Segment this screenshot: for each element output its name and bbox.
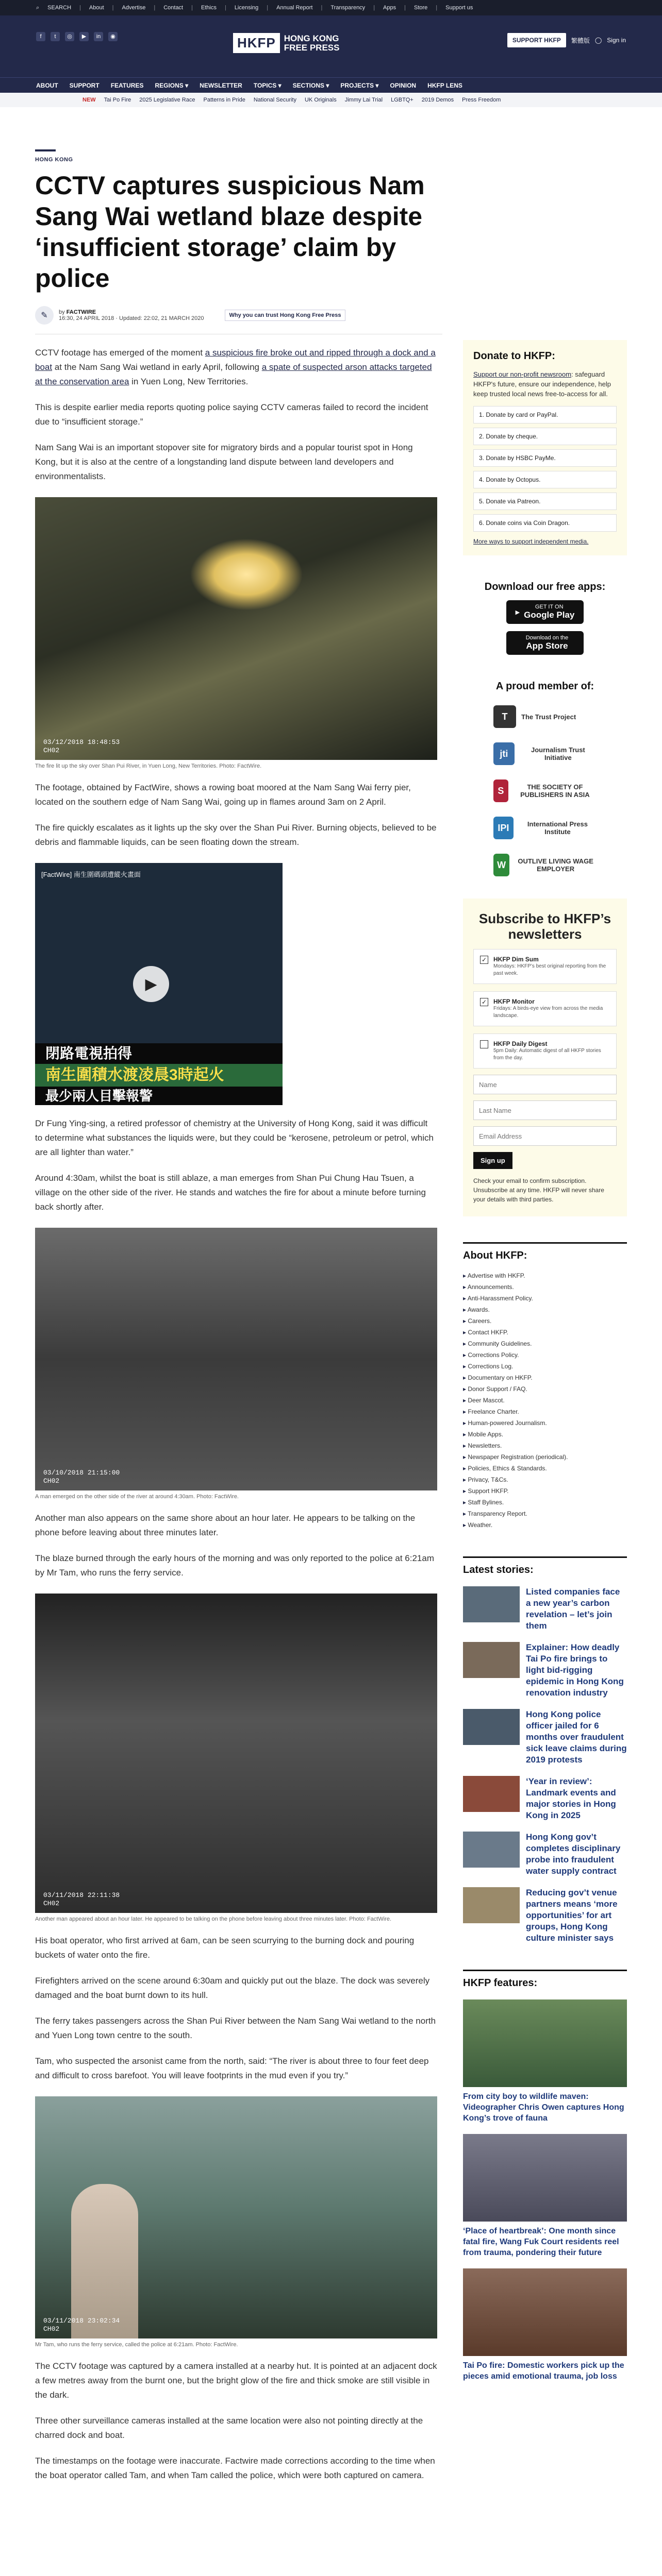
app-store-button[interactable]: Download on the App Store [506, 631, 584, 655]
support-button[interactable]: SUPPORT HKFP [507, 33, 566, 47]
logo-mark: HKFP [233, 33, 280, 53]
nav-item-newsletter[interactable]: NEWSLETTER [200, 81, 242, 89]
member-title: A proud member of: [495, 681, 594, 692]
top-link-licensing[interactable]: Licensing [234, 5, 259, 11]
paragraph: The blaze burned through the early hours of the morning and was only reported to the police at 6:21am by Mr Tam, who runs the ferry service. [35, 1553, 434, 1578]
video-caption-line: 閉路電視拍得 [35, 1043, 283, 1064]
trust-button[interactable]: Why you can trust Hong Kong Free Press [225, 310, 346, 321]
trending-item[interactable]: National Security [253, 97, 296, 103]
author-link[interactable]: FACTWIRE [66, 309, 96, 315]
member-section [463, 681, 627, 878]
trending-item[interactable]: UK Originals [304, 97, 337, 103]
about-link[interactable]: ▸ Donor Support / FAQ. [463, 1383, 627, 1395]
facebook-icon[interactable]: f [36, 32, 45, 41]
top-link-contact[interactable]: Contact [163, 5, 184, 11]
donate-option[interactable]: 6. Donate coins via Coin Dragon. [473, 514, 617, 532]
email-field[interactable] [473, 1126, 617, 1146]
donate-option[interactable]: 2. Donate by cheque. [473, 428, 617, 445]
new-badge: NEW [82, 97, 96, 103]
more-ways-link[interactable]: More ways to support independent media. [473, 538, 589, 545]
about-link[interactable]: ▸ Privacy, T&Cs. [463, 1474, 627, 1485]
about-link[interactable]: ▸ Corrections Log. [463, 1361, 627, 1372]
paragraph: Around 4:30am, whilst the boat is still ablaze, a man emerges from Shan Pui Chung Hau Tsuen, a village on the other side of the river. He stands and watches the fire for about a minute before turning back shortly after. [35, 1173, 426, 1212]
cctv-timestamp: 03/11/2018 23:02:34 CH02 [43, 2317, 120, 2333]
about-link[interactable]: ▸ Newspaper Registration (periodical). [463, 1451, 627, 1463]
image-caption: The fire lit up the sky over Shan Pui River, in Yuen Long, New Territories. Photo: FactWire. [35, 763, 262, 769]
features-section [463, 1970, 627, 2382]
cctv-image-man [35, 1228, 437, 1490]
top-link-support[interactable]: Support us [445, 5, 473, 11]
photo-mr-tam [35, 2096, 437, 2338]
apps-title: Download our free apps: [484, 581, 606, 592]
about-link[interactable]: ▸ Mobile Apps. [463, 1429, 627, 1440]
nav-item-about[interactable]: ABOUT [36, 81, 58, 89]
sopa-icon: S [493, 779, 508, 802]
feature-image [463, 1999, 627, 2087]
latest-story[interactable]: Reducing gov’t venue partners means ‘more opportunities’ for art groups, Hong Kong culture minister says [463, 1887, 627, 1944]
trending-item[interactable]: Jimmy Lai Trial [344, 97, 383, 103]
about-link[interactable]: ▸ Community Guidelines. [463, 1338, 627, 1349]
instagram-icon[interactable]: ◎ [65, 32, 74, 41]
checkbox[interactable]: ✓ [480, 956, 488, 964]
paragraph: The footage, obtained by FactWire, shows a rowing boat moored at the Nam Sang Wai ferry pier, located on the southern edge of Nam Sang Wai, going up in flames around 3am on 2 April. [35, 783, 411, 807]
story-thumbnail [463, 1887, 520, 1923]
newsletter-note: Check your email to confirm subscription. Unsubscribe at any time. HKFP will never share your details with third parties. [473, 1177, 604, 1203]
play-icon[interactable]: ▶ [133, 966, 169, 1002]
social-icons [36, 32, 118, 41]
image-caption: Mr Tam, who runs the ferry service, called the police at 6:21am. Photo: FactWire. [35, 2342, 238, 2348]
person-figure [71, 2184, 138, 2338]
first-name-field[interactable] [473, 1075, 617, 1094]
newsletter-option[interactable]: ✓ HKFP Monitor Fridays: A birds-eye view from across the media landscape. [473, 991, 617, 1026]
feature-story[interactable]: Tai Po fire: Domestic workers pick up the pieces amid emotional trauma, job loss [463, 2268, 627, 2382]
latest-story[interactable]: Listed companies face a new year’s carbon revelation – let’s join them [463, 1586, 627, 1632]
donate-option[interactable]: 5. Donate via Patreon. [473, 493, 617, 510]
trending-item[interactable]: 2019 Demos [421, 97, 454, 103]
rss-icon[interactable]: ◉ [108, 32, 118, 41]
paragraph: Three other surveillance cameras installed at the same location were also not pointing directly at the charred dock and boat. [35, 2416, 423, 2440]
fire-glow [190, 538, 303, 611]
google-play-icon: ▶ [515, 609, 520, 616]
trending-bar [0, 93, 662, 107]
paragraph: CCTV footage has emerged of the moment a suspicious fire broke out and ripped through a dock and a boat at the Nam Sang Wai wetland in early April, following a spate of suspected arson attacks targeted at the conservation area in Yuen Long, New Territories. [35, 348, 436, 386]
google-play-button[interactable]: ▶ GET IT ON Google Play [506, 600, 584, 624]
newsletter-panel [463, 899, 627, 1216]
top-link-search[interactable]: SEARCH [47, 5, 72, 11]
nav-item-sections[interactable]: SECTIONS ▾ [292, 81, 329, 89]
latest-story[interactable]: Hong Kong police officer jailed for 6 months over fraudulent sick leave claims during 2019 protests [463, 1709, 627, 1766]
partner-logo[interactable]: T The Trust Project [493, 704, 597, 730]
about-link[interactable]: ▸ Policies, Ethics & Standards. [463, 1463, 627, 1474]
main-nav [0, 77, 662, 93]
about-link[interactable]: ▸ Weather. [463, 1519, 627, 1531]
about-section [463, 1242, 627, 1531]
paragraph: Dr Fung Ying-sing, a retired professor of chemistry at the University of Hong Kong, said it was difficult to determine what substances the liquids were, but they could be “kerosene, petroleum or petrol, which are all lighter than water.” [35, 1118, 434, 1157]
about-link[interactable]: ▸ Deer Mascot. [463, 1395, 627, 1406]
article-dates: 16:30, 24 APRIL 2018 · Updated: 22:02, 21 MARCH 2020 [59, 315, 204, 321]
author-avatar: ✎ [35, 306, 54, 325]
inline-link[interactable]: a suspicious fire broke out and ripped through a dock and a boat [35, 348, 436, 372]
cctv-image-second-man [35, 1594, 437, 1913]
story-thumbnail [463, 1709, 520, 1745]
site-logo[interactable] [233, 33, 339, 53]
about-link[interactable]: ▸ Staff Bylines. [463, 1497, 627, 1508]
top-link-annual-report[interactable]: Annual Report [276, 5, 313, 11]
checkbox[interactable] [480, 1040, 488, 1048]
about-link[interactable]: ▸ Transparency Report. [463, 1508, 627, 1519]
nav-item-projects[interactable]: PROJECTS ▾ [340, 81, 379, 89]
paragraph: Another man also appears on the same shore about an hour later. He appears to be talking on the phone before leaving about three minutes later. [35, 1513, 416, 1537]
section-label[interactable]: HONG KONG [35, 157, 73, 163]
about-link[interactable]: ▸ Careers. [463, 1315, 627, 1327]
trending-item[interactable]: Patterns in Pride [203, 97, 245, 103]
masthead [0, 15, 662, 77]
donate-title: Donate to HKFP: [473, 350, 555, 362]
about-title: About HKFP: [463, 1250, 527, 1261]
video-caption-line: 最少兩人目擊報警 [35, 1087, 283, 1105]
byline-text: by FACTWIRE 16:30, 24 APRIL 2018 · Updated: 22:02, 21 MARCH 2020 [59, 309, 204, 321]
trending-item[interactable]: Press Freedom [462, 97, 501, 103]
about-link[interactable]: ▸ Documentary on HKFP. [463, 1372, 627, 1383]
about-links [463, 1270, 627, 1531]
about-link[interactable]: ▸ Advertise with HKFP. [463, 1270, 627, 1281]
apps-section [463, 581, 627, 655]
about-link[interactable]: ▸ Awards. [463, 1304, 627, 1315]
donate-option[interactable]: 3. Donate by HSBC PayMe. [473, 449, 617, 467]
donate-option[interactable]: 1. Donate by card or PayPal. [473, 406, 617, 423]
donate-link[interactable]: Support our non-profit newsroom [473, 370, 572, 378]
nav-item-regions[interactable]: REGIONS ▾ [155, 81, 189, 89]
cctv-timestamp: 03/11/2018 22:11:38 CH02 [43, 1891, 120, 1907]
latest-section [463, 1556, 627, 1944]
top-utility-bar: ⌕ SEARCH | About | Advertise | Contact | Ethics | Licensing | Annual Report | Transparency | Apps | Store | Support us [0, 0, 662, 15]
partner-logo[interactable]: W OUTLIVE LIVING WAGE EMPLOYER [493, 852, 597, 878]
donate-panel [463, 340, 627, 555]
section-rule [35, 149, 56, 151]
image-caption: Another man appeared about an hour later. He appeared to be talking on the phone before leaving about three minutes later. Photo: FactWire. [35, 1916, 392, 1922]
masthead-actions [507, 33, 626, 47]
ipi-icon: IPI [493, 817, 514, 839]
about-link[interactable]: ▸ Freelance Charter. [463, 1406, 627, 1417]
cctv-image-fire [35, 497, 437, 760]
trust-project-icon: T [493, 705, 516, 728]
trending-item[interactable]: Tai Po Fire [104, 97, 131, 103]
about-link[interactable]: ▸ Announcements. [463, 1281, 627, 1293]
nav-item-lens[interactable]: HKFP LENS [427, 81, 462, 89]
paragraph: The timestamps on the footage were inaccurate. Factwire made corrections according to the time when the boat operator called Tam, and when Tam called the police, which were both captured on camera. [35, 2456, 435, 2480]
top-link-advertise[interactable]: Advertise [122, 5, 146, 11]
latest-story[interactable]: Explainer: How deadly Tai Po fire brings to light bid-rigging epidemic in Hong Kong renovation industry [463, 1642, 627, 1699]
latest-story[interactable]: Hong Kong gov’t completes disciplinary probe into fraudulent water supply contract [463, 1832, 627, 1877]
user-icon[interactable]: ◯ [594, 37, 602, 44]
twitter-icon[interactable]: t [51, 32, 60, 41]
checkbox[interactable]: ✓ [480, 998, 488, 1006]
inline-link[interactable]: a spate of suspected arson attacks targeted at the conservation area [35, 362, 432, 386]
image-caption: A man emerged on the other side of the river at around 4:30am. Photo: FactWire. [35, 1494, 239, 1500]
feature-image [463, 2134, 627, 2222]
about-link[interactable]: ▸ Corrections Policy. [463, 1349, 627, 1361]
sidebar [463, 124, 627, 2382]
signup-button[interactable]: Sign up [473, 1152, 512, 1169]
story-thumbnail [463, 1642, 520, 1678]
paragraph: The fire quickly escalates as it lights up the sky over the Shan Pui River. Burning objects, believed to be debris and flammable liquids, can be seen floating down the stream. [35, 823, 437, 847]
about-link[interactable]: ▸ Contact HKFP. [463, 1327, 627, 1338]
about-link[interactable]: ▸ Anti-Harassment Policy. [463, 1293, 627, 1304]
cctv-timestamp: 03/12/2018 18:48:53 CH02 [43, 738, 120, 754]
nav-item-features[interactable]: FEATURES [110, 81, 144, 89]
cctv-timestamp: 03/10/2018 21:15:00 CH02 [43, 1469, 120, 1485]
about-link[interactable]: ▸ Newsletters. [463, 1440, 627, 1451]
paragraph: The CCTV footage was captured by a camera installed at a nearby hut. It is pointed at an adjacent dock a few metres away from the burnt one, but the bright glow of the fire and thick smoke are still visible in the dark. [35, 2361, 437, 2400]
latest-story[interactable]: ‘Year in review’: Landmark events and major stories in Hong Kong in 2025 [463, 1776, 627, 1821]
language-switch[interactable]: 繁體版 [571, 37, 590, 44]
partner-logo[interactable]: jti Journalism Trust Initiative [493, 741, 597, 767]
paragraph: The ferry takes passengers across the Shan Pui River between the Nam Sang Wai wetland to the north and Yuen Long town centre to the south. [35, 2016, 436, 2040]
youtube-icon[interactable]: ▶ [79, 32, 89, 41]
logo-text: HONG KONG FREE PRESS [284, 33, 340, 53]
trending-item[interactable]: 2025 Legislative Race [139, 97, 195, 103]
signin-link[interactable]: Sign in [607, 37, 626, 44]
donate-option[interactable]: 4. Donate by Octopus. [473, 471, 617, 488]
partner-logo[interactable]: S THE SOCIETY OF PUBLISHERS IN ASIA [493, 778, 597, 804]
paragraph: This is despite earlier media reports quoting police saying CCTV cameras failed to record the incident due to “insufficient storage.” [35, 402, 428, 427]
paragraph: His boat operator, who first arrived at 6am, can be seen scurrying to the burning dock and pouring buckets of water onto the fire. [35, 1936, 415, 1960]
nav-item-opinion[interactable]: OPINION [390, 81, 417, 89]
about-link[interactable]: ▸ Support HKFP. [463, 1485, 627, 1497]
living-wage-icon: W [493, 854, 509, 876]
top-link-store[interactable]: Store [413, 5, 428, 11]
feature-story[interactable]: From city boy to wildlife maven: Videographer Chris Owen captures Hong Kong’s trove of fauna [463, 1999, 627, 2124]
feature-story[interactable]: ‘Place of heartbreak’: One month since fatal fire, Wang Fuk Court residents reel from trauma, pondering their future [463, 2134, 627, 2258]
newsletter-option[interactable]: ✓ HKFP Dim Sum Mondays: HKFP’s best original reporting from the past week. [473, 949, 617, 984]
newsletter-option[interactable]: HKFP Daily Digest 5pm Daily: Automatic digest of all HKFP stories from the day. [473, 1033, 617, 1069]
partner-logo[interactable]: IPI International Press Institute [493, 815, 597, 841]
about-link[interactable]: ▸ Human-powered Journalism. [463, 1417, 627, 1429]
top-link-transparency[interactable]: Transparency [330, 5, 366, 11]
donate-options [473, 406, 617, 532]
trending-item[interactable]: LGBTQ+ [391, 97, 413, 103]
nav-item-support[interactable]: SUPPORT [69, 81, 100, 89]
article-headline: CCTV captures suspicious Nam Sang Wai wetland blaze despite ‘insufficient storage’ claim by police [35, 171, 425, 293]
story-thumbnail [463, 1776, 520, 1812]
byline [35, 306, 442, 334]
video-title: [FactWire] 南生圍碼頭遭縱火畫面 [41, 871, 141, 878]
top-link-apps[interactable]: Apps [383, 5, 396, 11]
story-thumbnail [463, 1832, 520, 1868]
latest-title: Latest stories: [463, 1564, 534, 1575]
story-thumbnail [463, 1586, 520, 1622]
top-link-ethics[interactable]: Ethics [201, 5, 217, 11]
linkedin-icon[interactable]: in [94, 32, 103, 41]
nav-item-topics[interactable]: TOPICS ▾ [253, 81, 282, 89]
jti-icon: jti [493, 742, 515, 765]
video-embed[interactable] [35, 863, 283, 1105]
search-icon[interactable]: ⌕ [36, 4, 40, 11]
feature-image [463, 2268, 627, 2356]
paragraph: Tam, who suspected the arsonist came from the north, said: “The river is about three to four feet deep and difficult to cross barefoot. You will leave footprints in the mud even if you try.” [35, 2056, 429, 2080]
newsletter-title: Subscribe to HKFP’s newsletters [478, 911, 611, 942]
article [35, 124, 442, 2483]
features-title: HKFP features: [463, 1977, 538, 1989]
paragraph: Nam Sang Wai is an important stopover site for migratory birds and a popular tourist spot in Hong Kong, but it is also at the centre of a longstanding land dispute between land developers and environmentalists. [35, 443, 413, 481]
donate-text: Support our non-profit newsroom: safeguard HKFP's future, ensure our independence, help keep trusted local news free-to-access for all. [473, 370, 611, 398]
video-caption-line: 南生圍積水渡凌晨3時起火 [35, 1064, 283, 1087]
last-name-field[interactable] [473, 1100, 617, 1120]
paragraph: Firefighters arrived on the scene around 6:30am and quickly put out the blaze. The dock was severely damaged and the boat burnt down to its hull. [35, 1976, 430, 2000]
top-link-about[interactable]: About [89, 5, 104, 11]
